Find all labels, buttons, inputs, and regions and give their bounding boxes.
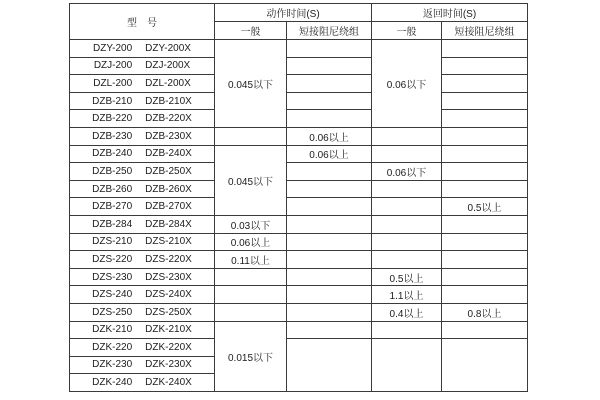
model-name-a: DZS-230 xyxy=(92,271,133,283)
table-row xyxy=(70,110,528,128)
table-row xyxy=(70,145,528,163)
return-general-value: 0.06以下 xyxy=(372,163,442,181)
model-cell xyxy=(70,57,215,75)
action-damped-value: 0.06以上 xyxy=(287,127,372,145)
empty-cell xyxy=(287,233,372,251)
model-name-b: DZK-210X xyxy=(145,324,192,336)
action-damped-value: 0.06以上 xyxy=(287,145,372,163)
empty-cell xyxy=(287,92,372,110)
table-row xyxy=(70,163,528,181)
return-general-value: 1.1以上 xyxy=(372,286,442,304)
empty-cell xyxy=(287,40,372,58)
model-name-b: DZB-260X xyxy=(145,183,192,195)
action-general-value: 0.045以下 xyxy=(215,40,287,128)
empty-cell xyxy=(215,303,287,321)
model-name-b: DZB-230X xyxy=(145,130,192,142)
table-row xyxy=(70,40,528,58)
return-damped-value: 0.8以上 xyxy=(442,303,528,321)
col-header-action-general: 一般 xyxy=(215,22,287,40)
empty-cell xyxy=(372,251,442,269)
table-row xyxy=(70,286,528,304)
empty-cell xyxy=(215,286,287,304)
table-row xyxy=(70,251,528,269)
model-name-a: DZS-220 xyxy=(92,253,133,265)
empty-cell xyxy=(442,145,528,163)
action-general-value: 0.015以下 xyxy=(215,321,287,391)
empty-cell xyxy=(287,251,372,269)
empty-cell xyxy=(372,321,442,339)
empty-cell xyxy=(442,286,528,304)
model-name-a: DZS-240 xyxy=(92,289,133,301)
model-name-a: DZB-260 xyxy=(92,183,133,195)
model-name-a: DZK-210 xyxy=(92,324,133,336)
return-general-value: 0.4以上 xyxy=(372,303,442,321)
action-general-value: 0.11以上 xyxy=(215,251,287,269)
model-name-a: DZB-230 xyxy=(92,130,133,142)
empty-cell xyxy=(442,180,528,198)
empty-cell xyxy=(372,339,442,392)
empty-cell xyxy=(287,215,372,233)
col-header-action-damped: 短接阻尼绕组 xyxy=(287,22,372,40)
model-cell xyxy=(70,163,215,181)
model-cell xyxy=(70,110,215,128)
model-name-a: DZB-270 xyxy=(92,201,133,213)
model-cell xyxy=(70,40,215,58)
empty-cell xyxy=(442,251,528,269)
model-cell xyxy=(70,356,215,374)
model-cell xyxy=(70,92,215,110)
model-name-a: DZJ-200 xyxy=(93,60,133,72)
empty-cell xyxy=(442,163,528,181)
model-name-b: DZY-200X xyxy=(145,42,191,54)
model-cell xyxy=(70,198,215,216)
model-name-b: DZB-240X xyxy=(145,148,192,160)
model-name-b: DZB-220X xyxy=(145,113,192,125)
relay-timing-spec-table xyxy=(69,3,528,392)
header-row-groups xyxy=(70,4,528,22)
empty-cell xyxy=(215,127,287,145)
model-cell xyxy=(70,303,215,321)
empty-cell xyxy=(442,127,528,145)
action-general-value: 0.03以下 xyxy=(215,215,287,233)
empty-cell xyxy=(372,127,442,145)
model-cell xyxy=(70,286,215,304)
empty-cell xyxy=(287,75,372,93)
empty-cell xyxy=(287,268,372,286)
empty-cell xyxy=(372,145,442,163)
empty-cell xyxy=(287,321,372,339)
col-header-return-damped: 短接阻尼绕组 xyxy=(442,22,528,40)
empty-cell xyxy=(442,92,528,110)
model-name-b: DZS-220X xyxy=(145,253,192,265)
model-name-b: DZK-240X xyxy=(145,377,192,389)
empty-cell xyxy=(372,233,442,251)
empty-cell xyxy=(442,339,528,392)
model-name-b: DZB-270X xyxy=(145,201,192,213)
empty-cell xyxy=(287,198,372,216)
model-cell xyxy=(70,321,215,339)
empty-cell xyxy=(287,339,372,392)
model-cell xyxy=(70,215,215,233)
empty-cell xyxy=(215,268,287,286)
empty-cell xyxy=(287,303,372,321)
model-name-a: DZS-250 xyxy=(92,306,133,318)
table-row xyxy=(70,339,528,357)
empty-cell xyxy=(287,286,372,304)
col-header-model: 型 号 xyxy=(70,4,215,40)
return-general-value: 0.06以下 xyxy=(372,40,442,128)
col-header-return-general: 一般 xyxy=(372,22,442,40)
empty-cell xyxy=(442,40,528,58)
model-cell xyxy=(70,374,215,392)
group-header-action-time: 动作时间(S) xyxy=(215,4,372,22)
model-name-a: DZY-200 xyxy=(93,42,133,54)
table-row xyxy=(70,127,528,145)
empty-cell xyxy=(442,215,528,233)
model-name-b: DZL-200X xyxy=(145,77,191,89)
table-row xyxy=(70,198,528,216)
model-name-a: DZL-200 xyxy=(93,77,133,89)
model-cell xyxy=(70,127,215,145)
model-name-b: DZS-230X xyxy=(145,271,192,283)
table-row xyxy=(70,57,528,75)
empty-cell xyxy=(442,268,528,286)
group-header-return-time: 返回时间(S) xyxy=(372,4,528,22)
model-name-a: DZB-250 xyxy=(92,165,133,177)
empty-cell xyxy=(442,75,528,93)
empty-cell xyxy=(287,57,372,75)
table-row xyxy=(70,75,528,93)
model-cell xyxy=(70,180,215,198)
table-row xyxy=(70,215,528,233)
model-name-b: DZK-220X xyxy=(145,341,192,353)
table-row xyxy=(70,180,528,198)
model-cell xyxy=(70,251,215,269)
empty-cell xyxy=(372,215,442,233)
empty-cell xyxy=(287,180,372,198)
model-name-b: DZS-250X xyxy=(145,306,192,318)
action-general-value: 0.045以下 xyxy=(215,145,287,215)
empty-cell xyxy=(372,198,442,216)
empty-cell xyxy=(372,180,442,198)
empty-cell xyxy=(442,110,528,128)
empty-cell xyxy=(442,321,528,339)
model-cell xyxy=(70,268,215,286)
model-name-a: DZK-240 xyxy=(92,377,133,389)
model-name-a: DZB-240 xyxy=(92,148,133,160)
model-name-a: DZB-220 xyxy=(92,113,133,125)
model-name-b: DZB-210X xyxy=(145,95,192,107)
table-row xyxy=(70,233,528,251)
return-general-value: 0.5以上 xyxy=(372,268,442,286)
table-row xyxy=(70,321,528,339)
empty-cell xyxy=(442,57,528,75)
table-row xyxy=(70,268,528,286)
model-name-a: DZS-210 xyxy=(92,236,133,248)
model-name-b: DZK-230X xyxy=(145,359,192,371)
model-cell xyxy=(70,339,215,357)
table-row xyxy=(70,303,528,321)
model-name-b: DZB-284X xyxy=(145,218,192,230)
empty-cell xyxy=(287,110,372,128)
model-name-b: DZJ-200X xyxy=(145,60,191,72)
model-name-a: DZB-284 xyxy=(92,218,133,230)
table-row xyxy=(70,92,528,110)
action-general-value: 0.06以上 xyxy=(215,233,287,251)
model-name-a: DZB-210 xyxy=(92,95,133,107)
empty-cell xyxy=(287,163,372,181)
model-name-b: DZB-250X xyxy=(145,165,192,177)
model-name-a: DZK-220 xyxy=(92,341,133,353)
empty-cell xyxy=(442,233,528,251)
model-cell xyxy=(70,233,215,251)
model-name-a: DZK-230 xyxy=(92,359,133,371)
model-cell xyxy=(70,75,215,93)
return-damped-value: 0.5以上 xyxy=(442,198,528,216)
model-cell xyxy=(70,145,215,163)
model-name-b: DZS-240X xyxy=(145,289,192,301)
model-name-b: DZS-210X xyxy=(145,236,192,248)
